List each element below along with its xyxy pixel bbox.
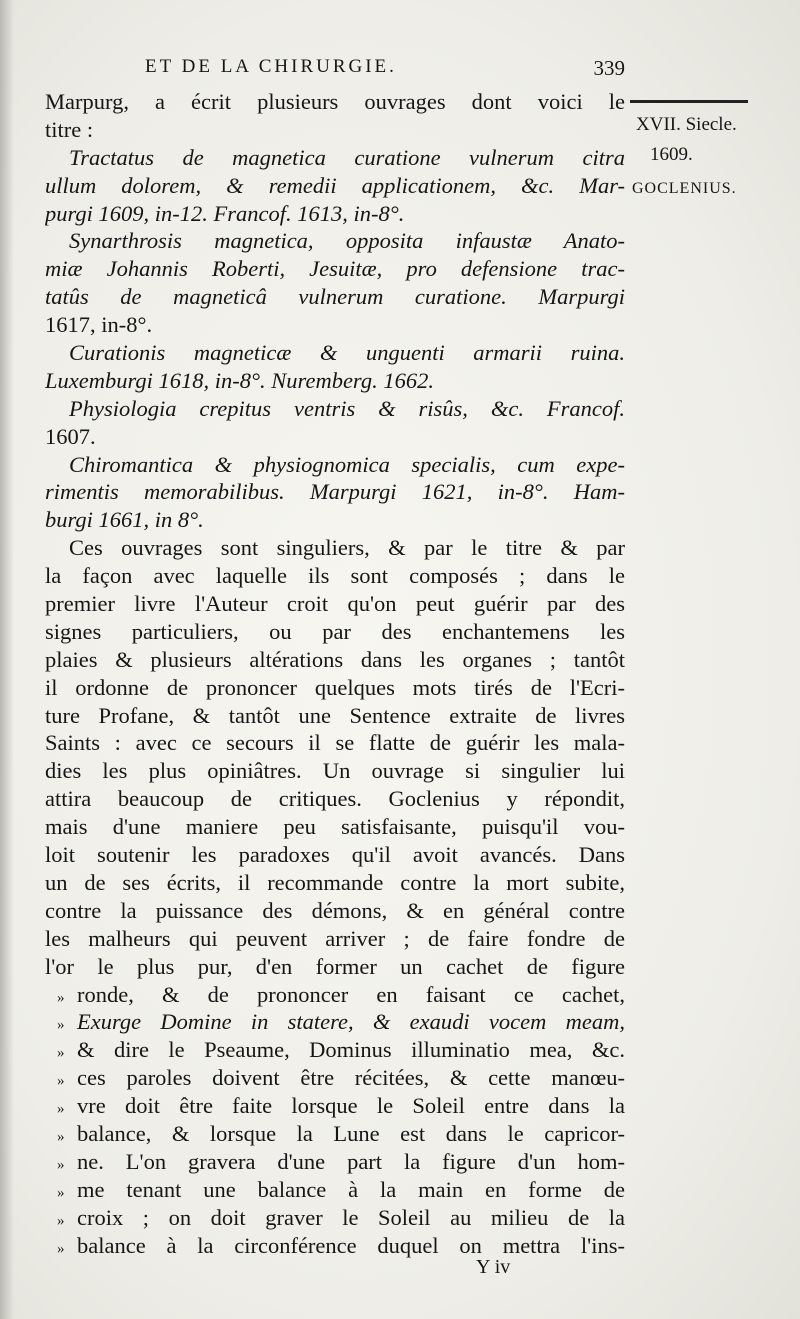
margin-century: XVII. Siecle. xyxy=(636,114,737,135)
running-head: ET DE LA CHIRURGIE. xyxy=(145,56,397,77)
text-line-content: & dire le Pseaume, Dominus illuminatio mea, &c. xyxy=(77,1037,625,1063)
text-line-content: contre la puissance des démons, & en général contre xyxy=(45,897,625,923)
text-line-content: 1617, in-8°. xyxy=(45,312,153,338)
text-line xyxy=(45,785,625,813)
text-line xyxy=(45,255,625,283)
text-line xyxy=(45,144,625,172)
guillemet-mark: » xyxy=(57,1045,65,1062)
text-line-content: vre doit être faite lorsque le Soleil entre dans la xyxy=(77,1093,625,1119)
text-line xyxy=(45,1176,625,1204)
text-line-content: loit soutenir les paradoxes qu'il avoit avancés. Dans xyxy=(45,842,625,868)
text-line-content: Curationis magneticæ & unguenti armarii ruina. xyxy=(69,340,625,366)
text-line-content: il ordonne de prononcer quelques mots tirés de l'Ecri- xyxy=(45,674,625,700)
guillemet-mark: » xyxy=(57,1073,65,1090)
text-line xyxy=(45,1008,625,1036)
text-line xyxy=(45,813,625,841)
text-line-content: Chiromantica & physiognomica specialis, cum expe- xyxy=(69,451,625,477)
text-line xyxy=(45,116,625,144)
text-line xyxy=(45,1036,625,1064)
text-line xyxy=(45,478,625,506)
text-line-content: balance à la circonférence duquel on mettra l'ins- xyxy=(77,1232,625,1258)
text-line-content: purgi 1609, in-12. Francof. 1613, in-8°. xyxy=(45,200,405,226)
text-line-content: premier livre l'Auteur croit qu'on peut guérir par des xyxy=(45,591,625,617)
margin-author-name: GOCLENIUS. xyxy=(632,180,737,197)
text-line xyxy=(45,311,625,339)
guillemet-mark: » xyxy=(57,1128,65,1145)
text-line xyxy=(45,981,625,1009)
text-line-content: burgi 1661, in 8°. xyxy=(45,507,204,533)
text-line xyxy=(45,506,625,534)
text-line-content: Tractatus de magnetica curatione vulnerum citra xyxy=(69,144,625,170)
text-line xyxy=(45,590,625,618)
text-line xyxy=(45,925,625,953)
text-line xyxy=(45,88,625,116)
text-line xyxy=(45,1064,625,1092)
text-line xyxy=(45,674,625,702)
text-line xyxy=(45,646,625,674)
text-line-content: attira beaucoup de critiques. Goclenius y répondit, xyxy=(45,786,625,812)
text-line-content: signes particuliers, ou par des enchantemens les xyxy=(45,618,625,644)
text-line xyxy=(45,227,625,255)
text-line-content: Marpurg, a écrit plusieurs ouvrages dont voici le xyxy=(45,89,625,114)
text-line xyxy=(45,367,625,395)
text-line-content: ne. L'on gravera d'une part la figure d'un hom- xyxy=(77,1148,625,1174)
text-line-content: titre : xyxy=(45,116,94,142)
margin-year: 1609. xyxy=(650,144,693,165)
signature-mark: Y iv xyxy=(476,1256,511,1278)
text-line-content: Synarthrosis magnetica, opposita infaustæ Anato- xyxy=(69,228,625,254)
text-line xyxy=(45,953,625,981)
text-line xyxy=(45,729,625,757)
text-line-content: Exurge Domine in statere, & exaudi vocem meam, xyxy=(77,1009,625,1035)
text-line-content: plaies & plusieurs altérations dans les organes ; tantôt xyxy=(45,646,625,672)
text-line-content: me tenant une balance à la main en forme de xyxy=(77,1176,625,1202)
text-line xyxy=(45,1232,625,1260)
text-line xyxy=(45,534,625,562)
text-line-content: miæ Johannis Roberti, Jesuitæ, pro defensione trac- xyxy=(45,256,625,282)
text-line-content: Ces ouvrages sont singuliers, & par le titre & par xyxy=(69,535,625,561)
text-line xyxy=(45,702,625,730)
text-line xyxy=(45,395,625,423)
page-gutter-shadow xyxy=(0,0,14,1319)
guillemet-mark: » xyxy=(57,1156,65,1173)
guillemet-mark: » xyxy=(57,1240,65,1257)
guillemet-mark: » xyxy=(57,1101,65,1118)
guillemet-mark: » xyxy=(57,1212,65,1229)
page-number: 339 xyxy=(593,56,625,80)
text-line-content: Physiologia crepitus ventris & risûs, &c. Francof. xyxy=(69,395,625,421)
text-line-content: un de ses écrits, il recommande contre la mort subite, xyxy=(45,869,625,895)
text-line xyxy=(45,1120,625,1148)
text-line xyxy=(45,869,625,897)
text-line-content: ture Profane, & tantôt une Sentence extraite de livres xyxy=(45,702,625,728)
text-line-content: croix ; on doit graver le Soleil au milieu de la xyxy=(77,1204,625,1230)
text-line xyxy=(45,1092,625,1120)
guillemet-mark: » xyxy=(57,1017,65,1034)
text-line-content: tatûs de magneticâ vulnerum curatione. Marpurgi xyxy=(45,284,625,310)
text-line xyxy=(45,283,625,311)
margin-notes xyxy=(628,88,798,197)
body-text xyxy=(45,88,625,1259)
text-line-content: ronde, & de prononcer en faisant ce cachet, xyxy=(77,981,625,1007)
text-line xyxy=(45,423,625,451)
text-line-content: Luxemburgi 1618, in-8°. Nuremberg. 1662. xyxy=(45,367,434,393)
text-line xyxy=(45,172,625,200)
text-line-content: 1607. xyxy=(45,423,96,449)
text-line-content: ces paroles doivent être récitées, & cette manœu- xyxy=(77,1065,625,1091)
text-line xyxy=(45,1204,625,1232)
text-line xyxy=(45,841,625,869)
page-header xyxy=(145,56,625,84)
text-line-content: la façon avec laquelle ils sont composés ; dans le xyxy=(45,563,625,589)
text-line xyxy=(45,562,625,590)
guillemet-mark: » xyxy=(57,1184,65,1201)
text-line xyxy=(45,1148,625,1176)
text-line xyxy=(45,757,625,785)
text-line-content: mais d'une maniere peu satisfaisante, puisqu'il vou- xyxy=(45,814,625,840)
text-line xyxy=(45,451,625,479)
text-line-content: balance, & lorsque la Lune est dans le capricor- xyxy=(77,1120,625,1146)
text-line-content: Saints : avec ce secours il se flatte de guérir les mala- xyxy=(45,730,625,756)
guillemet-mark: » xyxy=(57,989,65,1006)
text-line-content: ullum dolorem, & remedii applicationem, &c. Mar- xyxy=(45,172,625,198)
text-line-content: dies les plus opiniâtres. Un ouvrage si singulier lui xyxy=(45,758,625,784)
text-line xyxy=(45,200,625,228)
text-line-content: l'or le plus pur, d'en former un cachet de figure xyxy=(45,953,625,979)
text-line xyxy=(45,618,625,646)
text-line-content: les malheurs qui peuvent arriver ; de faire fondre de xyxy=(45,925,625,951)
text-line xyxy=(45,339,625,367)
margin-rule xyxy=(630,100,748,103)
text-line xyxy=(45,897,625,925)
text-line-content: rimentis memorabilibus. Marpurgi 1621, in-8°. Ham- xyxy=(45,479,625,505)
